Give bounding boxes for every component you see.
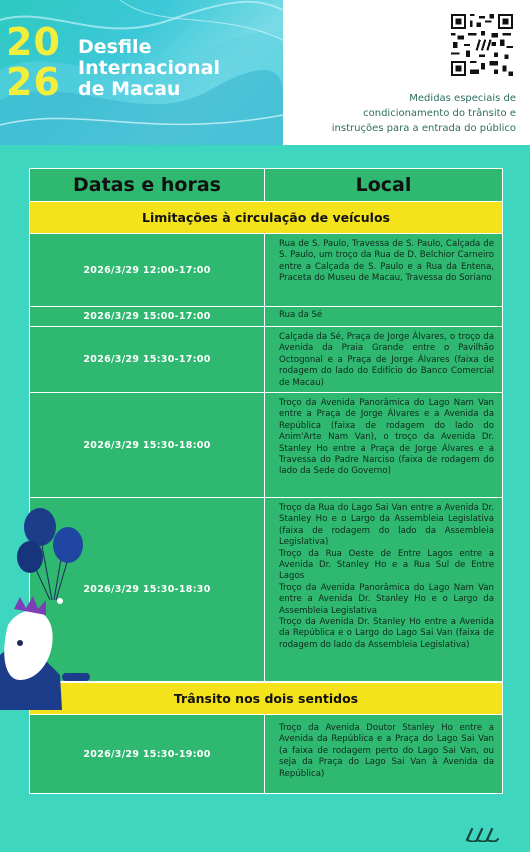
event-banner	[0, 0, 283, 145]
title-line-2: Internacional	[78, 57, 220, 79]
section-header-two-way-traffic: Trânsito nos dois sentidos	[30, 682, 502, 715]
info-line-1: Medidas especiais de	[409, 93, 516, 104]
qr-code-icon[interactable]	[451, 14, 513, 76]
table-row	[30, 234, 502, 307]
location-text: Calçada da Sé, Praça de Jorge Álvares, o troço da Avenida da Praia Grande entre o Pavilhão Octogonal e a Praça de Jorge Álvares (faixa de rodagem do lado do Edifício do Banco Comercial de Macau)	[279, 332, 494, 388]
location-text: Troço da Avenida Panorâmica do Lago Nam Van entre a Praça de Jorge Álvares e a Avenida da República (faixa de rodagem do lado do Anim'Arte Nam Van), o troço da Avenida Dr. Stanley Ho entre a Praça de Jorge Álvares e a Travessa do Padre Narciso (faixa de rodagem do lado da Sede do Governo)	[279, 398, 494, 477]
event-year	[6, 22, 72, 102]
location-cell	[265, 498, 502, 681]
location-text: Troço da Avenida Doutor Stanley Ho entre a Avenida da República e a Praça do Lago Sai Van (a faixa de rodagem perto do Lago Sai Van, ou seja da Praça do Lago Sai Van à Avenida da República)	[279, 723, 494, 779]
table-header-row	[30, 169, 502, 202]
header	[0, 0, 530, 145]
date-cell: 2026/3/29 15:30-17:00	[30, 327, 265, 392]
balloon-mascot-icon	[0, 505, 95, 710]
table-row	[30, 393, 502, 498]
location-text: Troço da Rua do Lago Sai Van entre a Avenida Dr. Stanley Ho e o Largo da Assembleia Legislativa (faixa de rodagem do lado da Assembleia Legislativa)	[279, 503, 494, 548]
column-header-local: Local	[355, 174, 412, 196]
location-text: Rua da Sé	[279, 310, 323, 320]
location-cell	[265, 234, 502, 306]
title-line-1: Desfile	[78, 36, 152, 58]
location-text: Rua de S. Paulo, Travessa de S. Paulo, Calçada de S. Paulo, um troço da Rua de D. Belchior Carneiro entre a Calçada de S. Paulo e a Rua da Entena, Praceta do Museu de Macau, Travessa do Soriano	[279, 239, 494, 284]
date-cell: 2026/3/29 12:00-17:00	[30, 234, 265, 306]
table-row	[30, 327, 502, 393]
location-text: Troço da Rua Oeste de Entre Lagos entre a Avenida Dr. Stanley Ho e a Rua Sul de Entre Lagos	[279, 548, 494, 582]
date-cell: 2026/3/29 15:30-18:00	[30, 393, 265, 497]
logo-mark-icon	[464, 826, 504, 842]
column-header-dates: Datas e horas	[30, 169, 265, 201]
location-text: Troço da Avenida Panorâmica do Lago Nam Van entre a Avenida Dr. Stanley Ho e o Largo da Assembleia Legislativa	[279, 582, 494, 616]
title-line-3: de Macau	[78, 78, 181, 100]
info-line-2: condicionamento do trânsito e	[363, 108, 516, 119]
year-bottom: 26	[6, 60, 61, 104]
event-title	[78, 37, 220, 100]
schedule-table	[29, 168, 503, 794]
location-cell	[265, 307, 502, 326]
location-text: Troço da Avenida Dr. Stanley Ho entre a Avenida da República e o Largo do Lago Sai Van (faixa de rodagem do lado da Assembleia Legislativa)	[279, 617, 494, 650]
date-cell: 2026/3/29 15:30-18:30	[30, 498, 265, 681]
location-cell	[265, 393, 502, 497]
info-line-3: instruções para a entrada do público	[331, 123, 516, 134]
location-cell	[265, 327, 502, 392]
location-cell	[265, 715, 502, 793]
info-panel	[283, 0, 530, 145]
section-header-vehicle-limits: Limitações à circulação de veículos	[30, 202, 502, 234]
table-row	[30, 307, 502, 327]
year-top: 20	[6, 20, 61, 64]
table-row	[30, 715, 502, 793]
table-row	[30, 498, 502, 682]
date-cell: 2026/3/29 15:00-17:00	[30, 307, 265, 326]
info-description	[276, 91, 516, 136]
date-cell: 2026/3/29 15:30-19:00	[30, 715, 265, 793]
